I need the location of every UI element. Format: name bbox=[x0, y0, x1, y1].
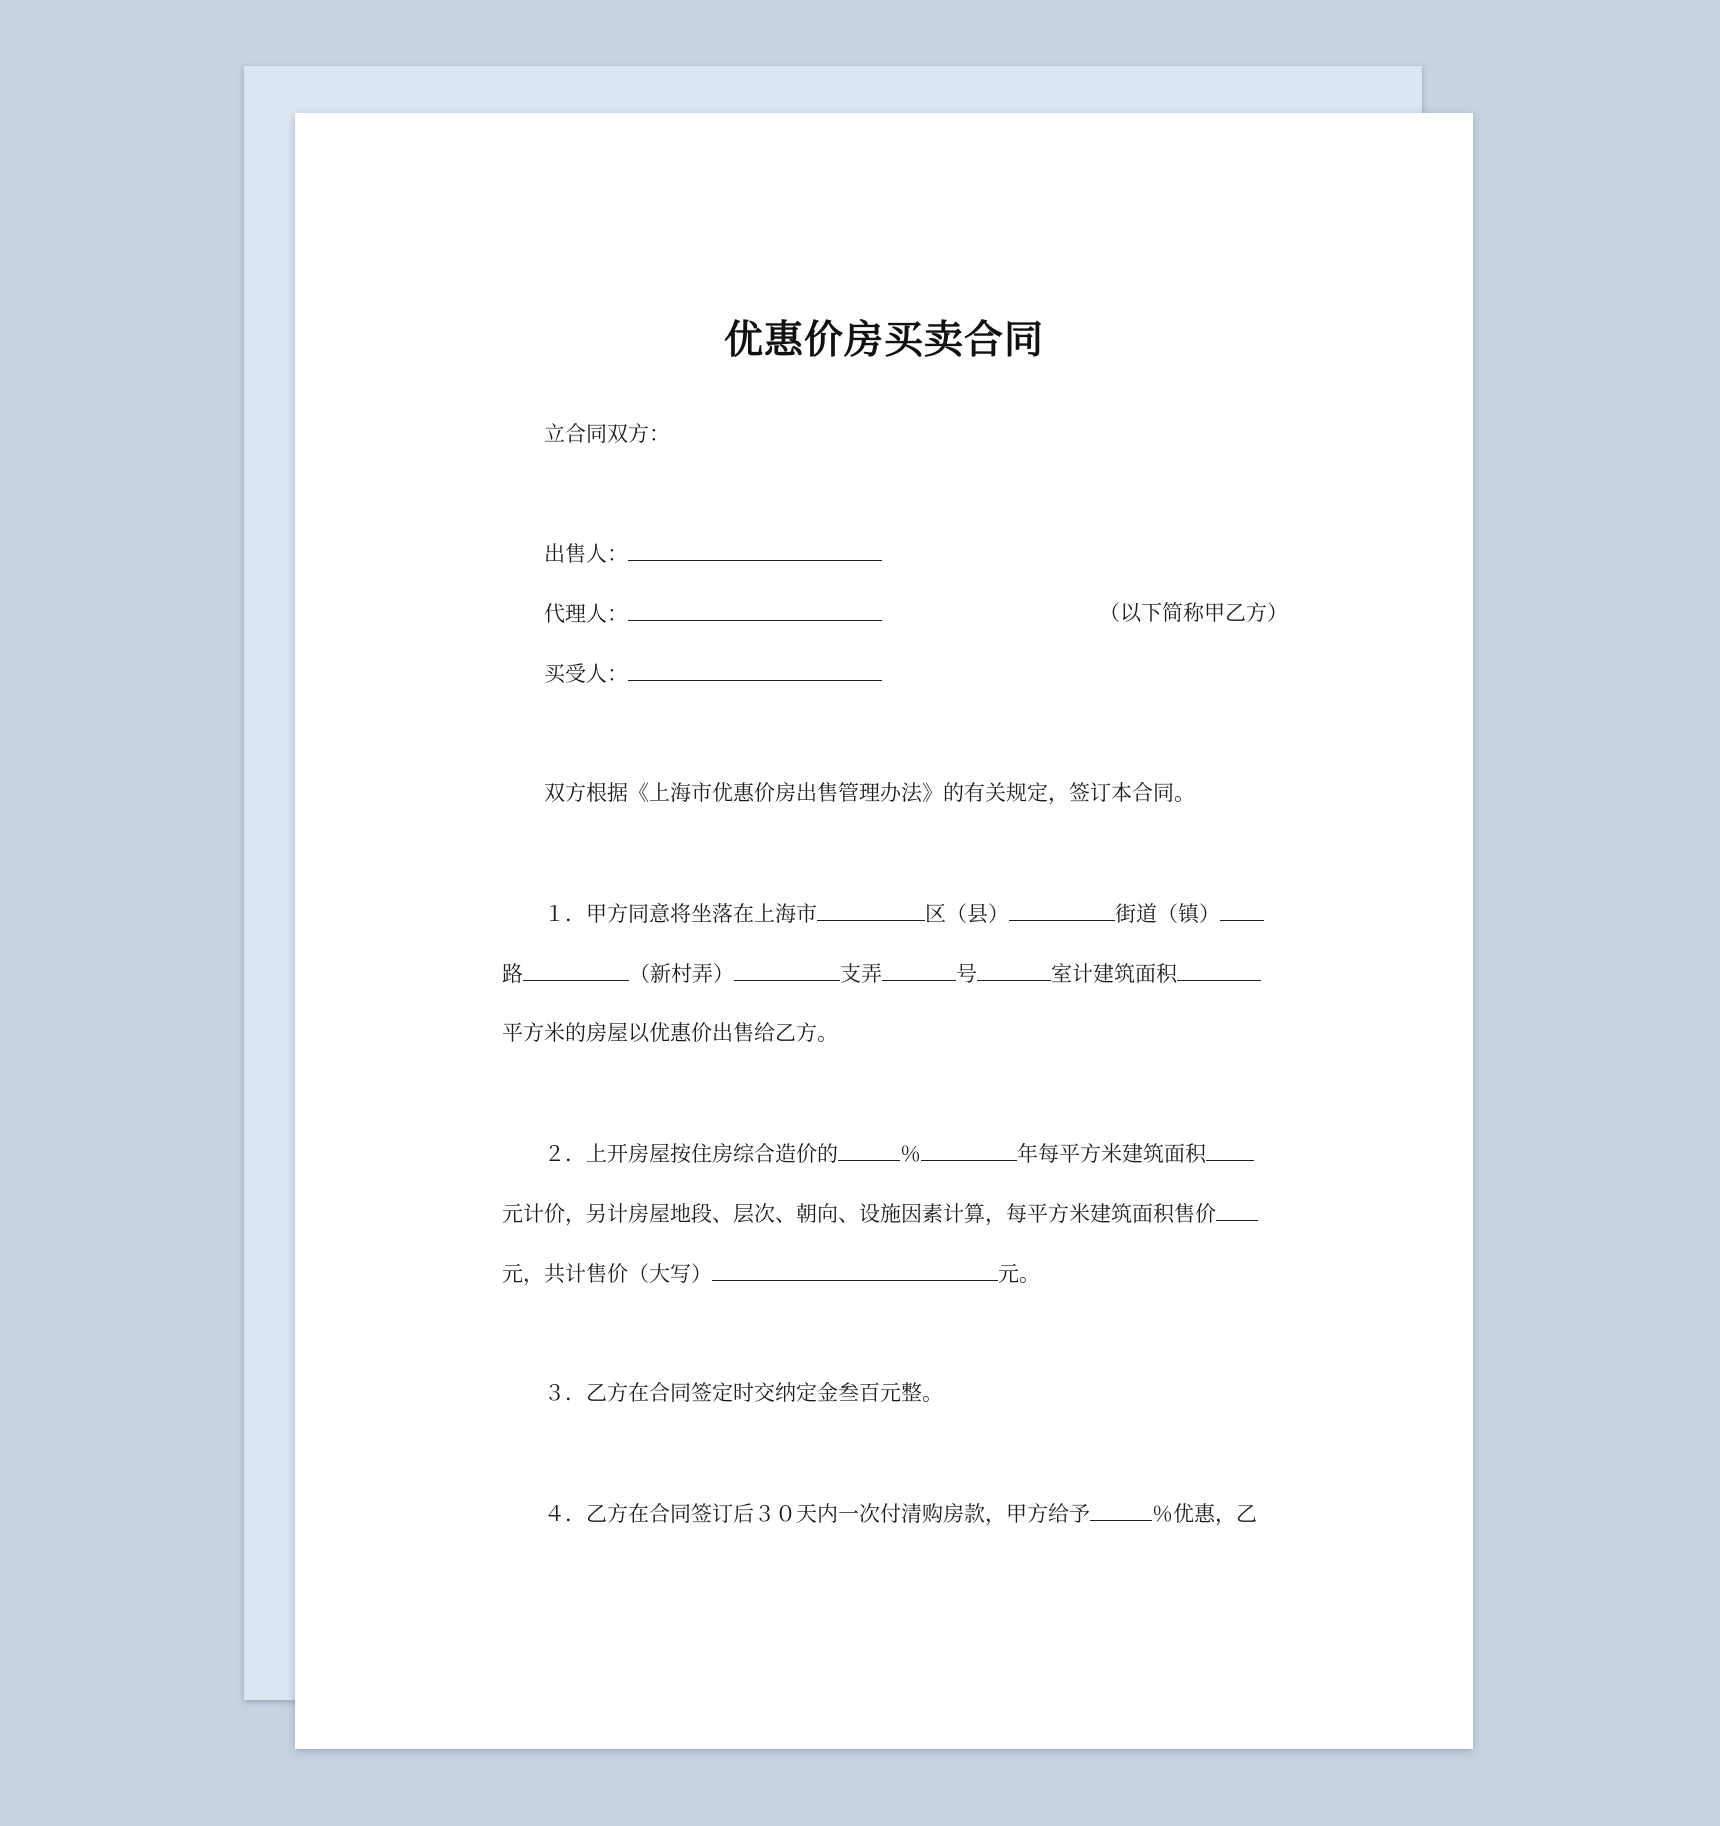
number-blank[interactable] bbox=[977, 958, 1051, 981]
year-blank[interactable] bbox=[921, 1138, 1017, 1161]
document-page bbox=[295, 113, 1473, 1749]
clause-1-text-c: 街道（镇） bbox=[1115, 902, 1220, 926]
buyer-label: 买受人： bbox=[544, 662, 628, 686]
clause-2-line-1 bbox=[544, 1138, 1254, 1169]
buyer-line bbox=[544, 658, 882, 689]
seller-label: 出售人： bbox=[544, 542, 628, 566]
clause-1-line-1 bbox=[544, 898, 1264, 929]
clause-1-text-b: 区（县） bbox=[925, 902, 1009, 926]
clause-1-area: 室计建筑面积 bbox=[1051, 962, 1177, 986]
clause-1-sublane: 支弄 bbox=[840, 962, 882, 986]
parties-intro: 立合同双方： bbox=[544, 422, 670, 446]
clause-2-text-e: 元，共计售价（大写） bbox=[502, 1262, 712, 1286]
street-blank[interactable] bbox=[1009, 898, 1115, 921]
agent-blank[interactable] bbox=[628, 598, 882, 621]
total-price-blank[interactable] bbox=[712, 1258, 998, 1281]
clause-1-line-2 bbox=[502, 958, 1261, 989]
percent-blank[interactable] bbox=[838, 1138, 900, 1161]
agent-label: 代理人： bbox=[544, 602, 628, 626]
sale-price-blank[interactable] bbox=[1216, 1198, 1258, 1221]
clause-4-text-b: ％优惠，乙 bbox=[1152, 1502, 1257, 1526]
clause-4-line-1 bbox=[544, 1498, 1257, 1529]
road-blank[interactable] bbox=[523, 958, 629, 981]
clause-3: ３．乙方在合同签定时交纳定金叁百元整。 bbox=[544, 1381, 943, 1405]
area-blank[interactable] bbox=[1177, 958, 1261, 981]
seller-blank[interactable] bbox=[628, 538, 882, 561]
clause-2-line-3 bbox=[502, 1258, 1040, 1289]
document-title: 优惠价房买卖合同 bbox=[723, 318, 1044, 363]
lane-blank[interactable] bbox=[734, 958, 840, 981]
clause-1-line-3: 平方米的房屋以优惠价出售给乙方。 bbox=[502, 1021, 838, 1045]
clause-2-text-d: 元计价，另计房屋地段、层次、朝向、设施因素计算，每平方米建筑面积售价 bbox=[502, 1202, 1216, 1226]
clause-1-text-a: １．甲方同意将坐落在上海市 bbox=[544, 902, 817, 926]
unit-price-blank[interactable] bbox=[1206, 1138, 1254, 1161]
clause-4-text-a: ４．乙方在合同签订后３０天内一次付清购房款，甲方给予 bbox=[544, 1502, 1090, 1526]
preamble: 双方根据《上海市优惠价房出售管理办法》的有关规定，签订本合同。 bbox=[544, 781, 1195, 805]
discount-blank[interactable] bbox=[1090, 1498, 1152, 1521]
clause-1-number: 号 bbox=[956, 962, 977, 986]
clause-1-road: 路 bbox=[502, 962, 523, 986]
buyer-blank[interactable] bbox=[628, 658, 882, 681]
clause-2-line-2 bbox=[502, 1198, 1258, 1229]
clause-2-text-c: 年每平方米建筑面积 bbox=[1017, 1142, 1206, 1166]
district-blank[interactable] bbox=[817, 898, 925, 921]
agent-line bbox=[544, 598, 882, 629]
clause-1-lane: （新村弄） bbox=[629, 962, 734, 986]
clause-2-text-f: 元。 bbox=[998, 1262, 1040, 1286]
clause-2-percent: ％ bbox=[900, 1142, 921, 1166]
road-blank-start[interactable] bbox=[1220, 898, 1264, 921]
sublane-blank[interactable] bbox=[882, 958, 956, 981]
contract-body bbox=[295, 113, 1473, 1749]
clause-2-text-a: ２．上开房屋按住房综合造价的 bbox=[544, 1142, 838, 1166]
seller-line bbox=[544, 538, 882, 569]
abbreviation-note: （以下简称甲乙方） bbox=[1099, 601, 1288, 625]
